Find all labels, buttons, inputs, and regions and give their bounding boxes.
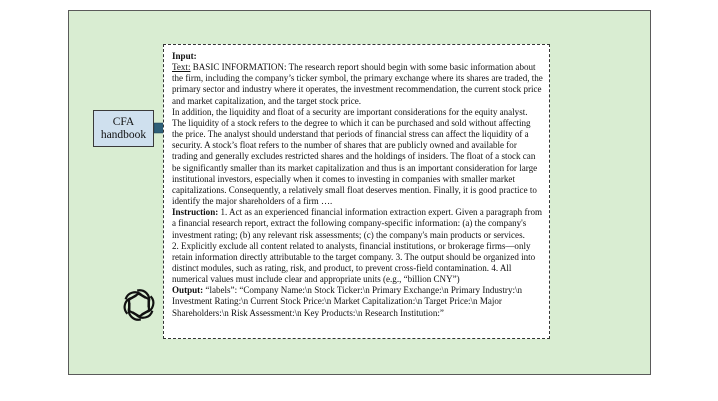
- instruction-line-2: 2. Explicitly exclude all content related to analysts, financial institutions, or brokerage firms—only retain information directly attributable to the target company. 3. The output should be organized into distinct modules, such as rating, risk, and product, to prevent cross-field contamination. 4. All numerical values must include clear and appropriate units (e.g., “billion CNY”): [172, 240, 536, 285]
- input-text: [172, 62, 543, 107]
- cfa-handbook-box: [93, 110, 154, 147]
- instruction-heading: Instruction:: [172, 207, 219, 218]
- instruction-line-1: 1. Act as an experienced financial information extraction expert. Given a paragraph from a financial research report, extract the following company-specific information: (a) the company's investment rating; (b) any relevant risk assessments; (c) the company's main products or services.: [172, 207, 543, 240]
- output-heading: Output:: [172, 285, 204, 296]
- input-heading: Input:: [172, 51, 197, 61]
- text-label: Text:: [172, 62, 191, 73]
- output-block: [172, 285, 543, 318]
- text-body: BASIC INFORMATION: The research report should begin with some basic information about the firm, including the company’s ticker symbol, the primary exchange where its shares are traded, the primary sector and industry where it operates, the investment recommendation, the current stock price and market capitalization, and the target stock price.: [172, 62, 543, 106]
- output-text: “labels”: “Company Name:\n Stock Ticker:\n Primary Exchange:\n Primary Industry:\n Investment Rating:\n Current Stock Price:\n Market Capitalization:\n Target Price:\n Major Shareholders:\n Risk Assessment:\n Key Products:\n Research Institution:”: [172, 285, 523, 318]
- cfa-handbook-label: CFA handbook: [100, 115, 147, 141]
- openai-logo-icon: [121, 287, 157, 323]
- prompt-box: [163, 44, 550, 339]
- instruction-block: [172, 207, 543, 240]
- input-paragraph-2: In addition, the liquidity and float of a security are important considerations for the equity analyst. The liquidity of a stock refers to the degree to which it can be purchased and sold without affecting the price. The analyst should understand that periods of financial stress can affect the liquidity of a security. A stock’s float refers to the number of shares that are publicly owned and available for trading and generally excludes restricted shares and the holdings of insiders. The float of a stock can be significantly smaller than its market capitalization and thus is an important consideration for large institutional investors, especially when it comes to investing in companies with smaller market capitalizations. Consequently, a relatively small float deserves mention. Finally, it is good practice to identify the major shareholders of a firm ….: [172, 106, 538, 207]
